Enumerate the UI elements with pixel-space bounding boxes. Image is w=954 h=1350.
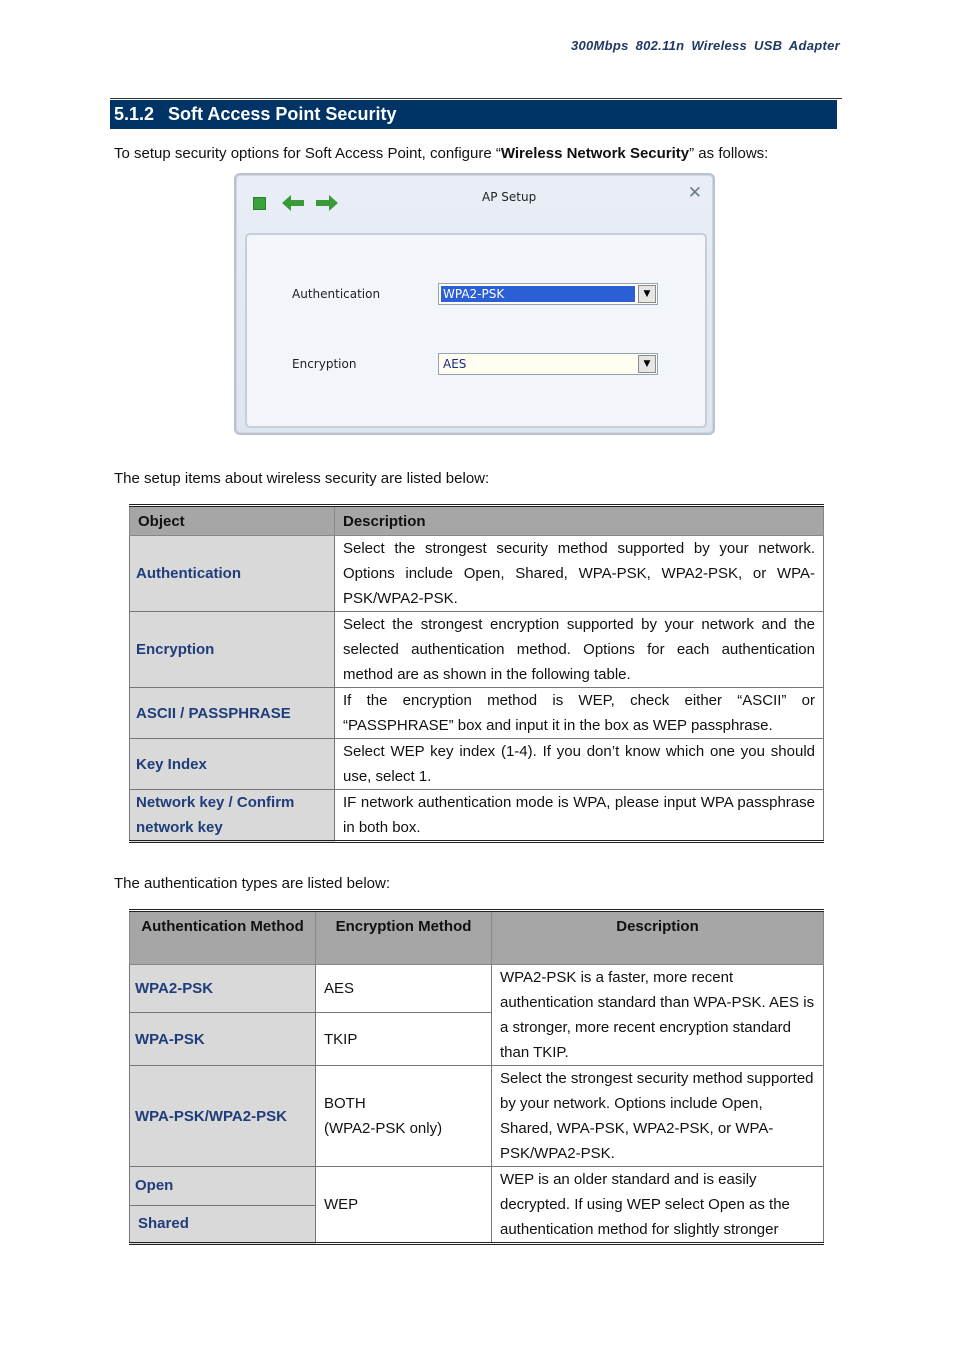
chevron-down-icon[interactable]: ▼ [638, 285, 656, 303]
table-row [130, 965, 824, 1013]
table-header-row [130, 506, 824, 536]
table-row [130, 536, 824, 612]
method-cell: Shared [130, 1205, 316, 1244]
object-cell: Key Index [130, 739, 335, 790]
running-header: 300Mbps 802.11n Wireless USB Adapter [570, 38, 840, 53]
security-items-table [129, 504, 824, 843]
description-cell: Select the strongest security method supported by your network. Options include Open, Shared, WPA-PSK, WPA2-PSK, or WPA-PSK/WPA2-PSK. [492, 1066, 824, 1167]
intro-paragraph [114, 145, 768, 162]
column-header-description: Description [492, 911, 824, 965]
back-arrow-icon[interactable] [282, 195, 304, 211]
object-cell: Encryption [130, 612, 335, 688]
chevron-down-icon[interactable]: ▼ [638, 355, 656, 373]
encryption-line-1: BOTH [324, 1095, 366, 1112]
method-cell: WPA-PSK/WPA2-PSK [130, 1066, 316, 1167]
auth-types-paragraph: The authentication types are listed below: [114, 875, 390, 892]
encryption-line-2: (WPA2-PSK only) [324, 1120, 443, 1137]
table-row [130, 1066, 824, 1167]
object-cell: Network key / Confirm network key [130, 790, 335, 842]
description-cell: WPA2-PSK is a faster, more recent authentication standard than WPA-PSK. AES is a stronger, more recent encryption standard than TKIP. [492, 965, 824, 1066]
description-cell: Select WEP key index (1-4). If you don’t know which one you should use, select 1. [335, 739, 824, 790]
table-row [130, 688, 824, 739]
object-cell: Authentication [130, 536, 335, 612]
dialog-panel [245, 233, 707, 428]
description-cell: IF network authentication mode is WPA, please input WPA passphrase in both box. [335, 790, 824, 842]
section-number: 5.1.2 [114, 104, 155, 124]
intro-text-bold: Wireless Network Security [500, 145, 690, 162]
dialog-title: AP Setup [482, 190, 537, 204]
authentication-select[interactable] [438, 283, 658, 305]
authentication-select-value: WPA2-PSK [441, 286, 635, 302]
table-row [130, 612, 824, 688]
stop-icon[interactable] [253, 197, 266, 210]
table-row [130, 1167, 824, 1206]
description-cell: WEP is an older standard and is easily decrypted. If using WEP select Open as the authentication method for slightly stronger [492, 1167, 824, 1244]
description-cell: If the encryption method is WEP, check either “ASCII” or “PASSPHRASE” box and input it in the box as WEP passphrase. [335, 688, 824, 739]
setup-items-paragraph: The setup items about wireless security are listed below: [114, 470, 490, 487]
authentication-label: Authentication [292, 287, 381, 301]
encryption-cell [316, 1066, 492, 1167]
ap-setup-dialog [234, 173, 715, 435]
object-cell: ASCII / PASSPHRASE [130, 688, 335, 739]
encryption-label: Encryption [292, 357, 357, 371]
column-header-encryption-method: Encryption Method [316, 911, 492, 965]
table-row [130, 790, 824, 842]
section-rule [110, 98, 842, 99]
description-cell: Select the strongest security method supported by your network. Options include Open, Shared, WPA-PSK, WPA2-PSK, or WPA-PSK/WPA2-PSK. [335, 536, 824, 612]
encryption-cell: WEP [316, 1167, 492, 1244]
encryption-select[interactable] [438, 353, 658, 375]
table-header-row [130, 911, 824, 965]
encryption-cell: AES [316, 965, 492, 1013]
intro-text-before: To setup security options for Soft Access Point, configure “ [114, 145, 501, 162]
encryption-select-value: AES [443, 357, 467, 371]
method-cell: WPA-PSK [130, 1013, 316, 1066]
close-icon[interactable]: ✕ [687, 183, 702, 202]
section-title: Soft Access Point Security [168, 104, 397, 124]
method-cell: Open [130, 1167, 316, 1206]
authentication-types-table [129, 909, 824, 1245]
column-header-authentication-method: Authentication Method [130, 911, 316, 965]
column-header-description: Description [335, 506, 824, 536]
forward-arrow-icon[interactable] [316, 195, 338, 211]
description-cell: Select the strongest encryption supported by your network and the selected authentication method. Options for each authentication method are as shown in the following table. [335, 612, 824, 688]
table-row [130, 739, 824, 790]
intro-text-after: ” as follows: [689, 145, 769, 162]
section-heading [110, 100, 837, 129]
encryption-cell: TKIP [316, 1013, 492, 1066]
column-header-object: Object [130, 506, 335, 536]
method-cell: WPA2-PSK [130, 965, 316, 1013]
